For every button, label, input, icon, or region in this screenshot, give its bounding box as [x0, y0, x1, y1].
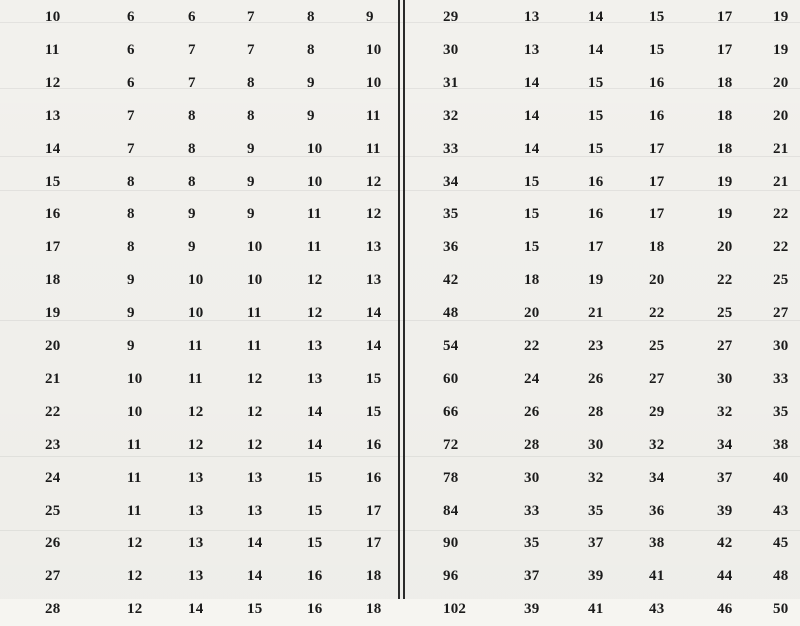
row-key-cell: 54: [443, 338, 459, 354]
row-key-cell: 48: [443, 305, 459, 322]
table-row: [406, 297, 800, 330]
value-cell: 8: [188, 173, 196, 190]
value-cell: 20: [773, 74, 789, 91]
value-cell: 21: [588, 305, 604, 322]
value-cell: 18: [524, 272, 540, 289]
table-row: [0, 198, 398, 231]
row-key-cell: 84: [443, 502, 459, 519]
value-cell: 19: [717, 173, 733, 190]
row-key-cell: 34: [443, 173, 459, 190]
row-key-cell: 21: [45, 370, 61, 387]
value-cell: 12: [307, 272, 323, 289]
value-cell: 14: [524, 107, 540, 124]
value-cell: 39: [717, 502, 733, 519]
table-row: [0, 100, 398, 133]
value-cell: 26: [524, 403, 540, 420]
value-cell: 7: [127, 107, 135, 124]
value-cell: 35: [773, 403, 789, 420]
value-cell: 38: [649, 535, 665, 552]
value-cell: 25: [717, 305, 733, 322]
value-cell: 35: [524, 535, 540, 552]
value-cell: 41: [588, 601, 604, 618]
value-cell: 14: [588, 9, 604, 25]
value-cell: 16: [307, 601, 323, 618]
value-cell: 7: [247, 9, 255, 25]
value-cell: 8: [188, 107, 196, 124]
value-cell: 34: [717, 436, 733, 453]
value-cell: 11: [127, 436, 142, 453]
value-cell: 10: [307, 173, 323, 190]
value-cell: 29: [649, 403, 665, 420]
value-cell: 9: [127, 338, 135, 354]
row-key-cell: 22: [45, 403, 61, 420]
value-cell: 15: [649, 41, 665, 58]
value-cell: 13: [247, 502, 263, 519]
value-cell: 18: [366, 601, 382, 618]
table-row: [406, 396, 800, 429]
value-cell: 36: [649, 502, 665, 519]
value-cell: 32: [649, 436, 665, 453]
value-cell: 9: [247, 140, 255, 157]
value-cell: 13: [524, 9, 540, 25]
table-row: [0, 297, 398, 330]
value-cell: 33: [773, 370, 789, 387]
table-row: [406, 198, 800, 231]
value-cell: 43: [773, 502, 789, 519]
value-cell: 6: [127, 9, 135, 25]
value-cell: 37: [588, 535, 604, 552]
value-cell: 28: [588, 403, 604, 420]
value-cell: 46: [717, 601, 733, 618]
value-cell: 11: [247, 338, 262, 354]
value-cell: 11: [127, 469, 142, 486]
value-cell: 9: [188, 206, 196, 223]
value-cell: 13: [188, 469, 204, 486]
value-cell: 9: [307, 107, 315, 124]
value-cell: 9: [127, 305, 135, 322]
table-row: [0, 593, 398, 626]
value-cell: 10: [127, 403, 143, 420]
value-cell: 26: [588, 370, 604, 387]
row-key-cell: 13: [45, 107, 61, 124]
value-cell: 13: [188, 568, 204, 585]
value-cell: 19: [717, 206, 733, 223]
row-key-cell: 72: [443, 436, 459, 453]
value-cell: 30: [588, 436, 604, 453]
value-cell: 8: [247, 74, 255, 91]
value-cell: 12: [127, 535, 143, 552]
value-cell: 11: [307, 206, 322, 223]
value-cell: 17: [649, 206, 665, 223]
value-cell: 16: [307, 568, 323, 585]
value-cell: 7: [188, 74, 196, 91]
row-key-cell: 42: [443, 272, 459, 289]
value-cell: 15: [524, 173, 540, 190]
value-cell: 6: [127, 74, 135, 91]
value-cell: 16: [588, 206, 604, 223]
value-cell: 16: [366, 436, 382, 453]
value-cell: 14: [366, 305, 382, 322]
value-cell: 19: [773, 41, 789, 58]
value-cell: 18: [717, 107, 733, 124]
value-cell: 12: [247, 403, 263, 420]
value-cell: 32: [588, 469, 604, 486]
value-cell: 13: [524, 41, 540, 58]
value-cell: 24: [524, 370, 540, 387]
value-cell: 17: [366, 502, 382, 519]
value-cell: 13: [247, 469, 263, 486]
value-cell: 9: [188, 239, 196, 256]
value-cell: 12: [307, 305, 323, 322]
value-cell: 9: [307, 74, 315, 91]
table-row: [0, 330, 398, 363]
table-row: [0, 1, 398, 34]
value-cell: 9: [366, 9, 374, 25]
value-cell: 9: [247, 173, 255, 190]
row-key-cell: 30: [443, 41, 459, 58]
row-key-cell: 12: [45, 74, 61, 91]
value-cell: 37: [524, 568, 540, 585]
value-cell: 18: [717, 74, 733, 91]
table-row: [406, 34, 800, 67]
table-row: [0, 34, 398, 67]
value-cell: 15: [588, 140, 604, 157]
value-cell: 17: [649, 140, 665, 157]
value-cell: 27: [649, 370, 665, 387]
table-row: [406, 67, 800, 100]
row-key-cell: 25: [45, 502, 61, 519]
table-row: [406, 462, 800, 495]
value-cell: 30: [524, 469, 540, 486]
value-cell: 39: [524, 601, 540, 618]
value-cell: 11: [127, 502, 142, 519]
value-cell: 8: [307, 41, 315, 58]
row-key-cell: 33: [443, 140, 459, 157]
table-row: [406, 429, 800, 462]
value-cell: 13: [307, 338, 323, 354]
row-key-cell: 29: [443, 9, 459, 25]
value-cell: 11: [188, 370, 203, 387]
value-cell: 13: [188, 535, 204, 552]
row-key-cell: 78: [443, 469, 459, 486]
value-cell: 14: [247, 568, 263, 585]
table-row: [406, 495, 800, 528]
value-cell: 15: [588, 107, 604, 124]
value-cell: 11: [307, 239, 322, 256]
value-cell: 15: [366, 370, 382, 387]
value-cell: 15: [307, 469, 323, 486]
value-cell: 10: [188, 272, 204, 289]
table-row: [406, 133, 800, 166]
value-cell: 23: [588, 338, 604, 354]
value-cell: 19: [588, 272, 604, 289]
value-cell: 15: [307, 502, 323, 519]
row-key-cell: 16: [45, 206, 61, 223]
value-cell: 15: [366, 403, 382, 420]
row-key-cell: 10: [45, 9, 61, 25]
column-divider: [398, 0, 400, 599]
value-cell: 27: [717, 338, 733, 354]
row-key-cell: 96: [443, 568, 459, 585]
row-key-cell: 27: [45, 568, 61, 585]
value-cell: 11: [366, 107, 381, 124]
row-key-cell: 102: [443, 601, 467, 618]
row-key-cell: 15: [45, 173, 61, 190]
value-cell: 40: [773, 469, 789, 486]
value-cell: 45: [773, 535, 789, 552]
value-cell: 15: [524, 239, 540, 256]
table-row: [406, 100, 800, 133]
value-cell: 18: [717, 140, 733, 157]
value-cell: 20: [717, 239, 733, 256]
value-cell: 16: [366, 469, 382, 486]
value-cell: 10: [127, 370, 143, 387]
value-cell: 19: [773, 9, 789, 25]
table-row: [0, 166, 398, 199]
value-cell: 22: [717, 272, 733, 289]
row-key-cell: 31: [443, 74, 459, 91]
value-cell: 11: [188, 338, 203, 354]
row-key-cell: 60: [443, 370, 459, 387]
value-cell: 13: [307, 370, 323, 387]
value-cell: 14: [366, 338, 382, 354]
value-cell: 25: [773, 272, 789, 289]
row-key-cell: 35: [443, 206, 459, 223]
table-row: [0, 495, 398, 528]
value-cell: 12: [188, 436, 204, 453]
value-cell: 42: [717, 535, 733, 552]
table-row: [406, 330, 800, 363]
table-row: [406, 363, 800, 396]
value-cell: 41: [649, 568, 665, 585]
value-cell: 14: [188, 601, 204, 618]
value-cell: 35: [588, 502, 604, 519]
value-cell: 10: [307, 140, 323, 157]
value-cell: 10: [247, 272, 263, 289]
table-row: [0, 396, 398, 429]
value-cell: 37: [717, 469, 733, 486]
row-key-cell: 14: [45, 140, 61, 157]
value-cell: 43: [649, 601, 665, 618]
value-cell: 44: [717, 568, 733, 585]
table-row: [0, 133, 398, 166]
value-cell: 48: [773, 568, 789, 585]
value-cell: 27: [773, 305, 789, 322]
value-cell: 15: [649, 9, 665, 25]
value-cell: 12: [366, 206, 382, 223]
value-cell: 16: [649, 74, 665, 91]
value-cell: 8: [127, 173, 135, 190]
value-cell: 34: [649, 469, 665, 486]
value-cell: 10: [366, 74, 382, 91]
value-cell: 25: [649, 338, 665, 354]
value-cell: 13: [366, 272, 382, 289]
table-row: [0, 363, 398, 396]
value-cell: 30: [773, 338, 789, 354]
value-cell: 12: [247, 370, 263, 387]
value-cell: 50: [773, 601, 789, 618]
value-cell: 8: [127, 206, 135, 223]
value-cell: 32: [717, 403, 733, 420]
value-cell: 12: [127, 601, 143, 618]
value-cell: 22: [773, 239, 789, 256]
row-key-cell: 19: [45, 305, 61, 322]
table-row: [0, 429, 398, 462]
value-cell: 15: [247, 601, 263, 618]
value-cell: 33: [524, 502, 540, 519]
row-key-cell: 28: [45, 601, 61, 618]
row-key-cell: 26: [45, 535, 61, 552]
value-cell: 8: [247, 107, 255, 124]
value-cell: 8: [307, 9, 315, 25]
row-key-cell: 11: [45, 41, 60, 58]
value-cell: 18: [366, 568, 382, 585]
row-key-cell: 90: [443, 535, 459, 552]
value-cell: 11: [247, 305, 262, 322]
value-cell: 17: [717, 41, 733, 58]
value-cell: 13: [188, 502, 204, 519]
row-key-cell: 18: [45, 272, 61, 289]
value-cell: 10: [366, 41, 382, 58]
value-cell: 12: [366, 173, 382, 190]
table-row: [0, 527, 398, 560]
table-row: [406, 560, 800, 593]
table-row: [406, 231, 800, 264]
value-cell: 11: [366, 140, 381, 157]
value-cell: 22: [773, 206, 789, 223]
value-cell: 12: [127, 568, 143, 585]
value-cell: 14: [307, 436, 323, 453]
value-cell: 14: [247, 535, 263, 552]
value-cell: 15: [524, 206, 540, 223]
value-cell: 10: [188, 305, 204, 322]
table-row: [0, 231, 398, 264]
value-cell: 38: [773, 436, 789, 453]
value-cell: 30: [717, 370, 733, 387]
row-key-cell: 23: [45, 436, 61, 453]
value-cell: 12: [188, 403, 204, 420]
value-cell: 6: [127, 41, 135, 58]
value-cell: 15: [588, 74, 604, 91]
table-row: [0, 462, 398, 495]
row-key-cell: 24: [45, 469, 61, 486]
value-cell: 21: [773, 140, 789, 157]
value-cell: 28: [524, 436, 540, 453]
value-cell: 14: [307, 403, 323, 420]
table-row: [406, 527, 800, 560]
value-cell: 8: [188, 140, 196, 157]
value-cell: 17: [649, 173, 665, 190]
value-cell: 7: [247, 41, 255, 58]
value-cell: 13: [366, 239, 382, 256]
row-key-cell: 66: [443, 403, 459, 420]
value-cell: 7: [188, 41, 196, 58]
value-cell: 18: [649, 239, 665, 256]
row-key-cell: 17: [45, 239, 61, 256]
value-cell: 9: [127, 272, 135, 289]
table-row: [406, 1, 800, 34]
row-key-cell: 32: [443, 107, 459, 124]
value-cell: 22: [649, 305, 665, 322]
value-cell: 14: [524, 74, 540, 91]
value-cell: 10: [247, 239, 263, 256]
row-key-cell: 20: [45, 338, 61, 354]
value-cell: 16: [649, 107, 665, 124]
table-row: [406, 264, 800, 297]
value-cell: 22: [524, 338, 540, 354]
table-row: [0, 67, 398, 100]
value-cell: 14: [588, 41, 604, 58]
value-cell: 17: [366, 535, 382, 552]
value-cell: 21: [773, 173, 789, 190]
table-row: [406, 166, 800, 199]
value-cell: 20: [524, 305, 540, 322]
value-cell: 15: [307, 535, 323, 552]
value-cell: 8: [127, 239, 135, 256]
value-cell: 6: [188, 9, 196, 25]
value-cell: 14: [524, 140, 540, 157]
column-divider: [403, 0, 405, 599]
value-cell: 39: [588, 568, 604, 585]
row-key-cell: 36: [443, 239, 459, 256]
value-cell: 16: [588, 173, 604, 190]
table-row: [406, 593, 800, 626]
table-row: [0, 560, 398, 593]
value-cell: 12: [247, 436, 263, 453]
value-cell: 9: [247, 206, 255, 223]
value-cell: 20: [773, 107, 789, 124]
value-cell: 7: [127, 140, 135, 157]
value-cell: 17: [588, 239, 604, 256]
value-cell: 17: [717, 9, 733, 25]
value-cell: 20: [649, 272, 665, 289]
table-row: [0, 264, 398, 297]
